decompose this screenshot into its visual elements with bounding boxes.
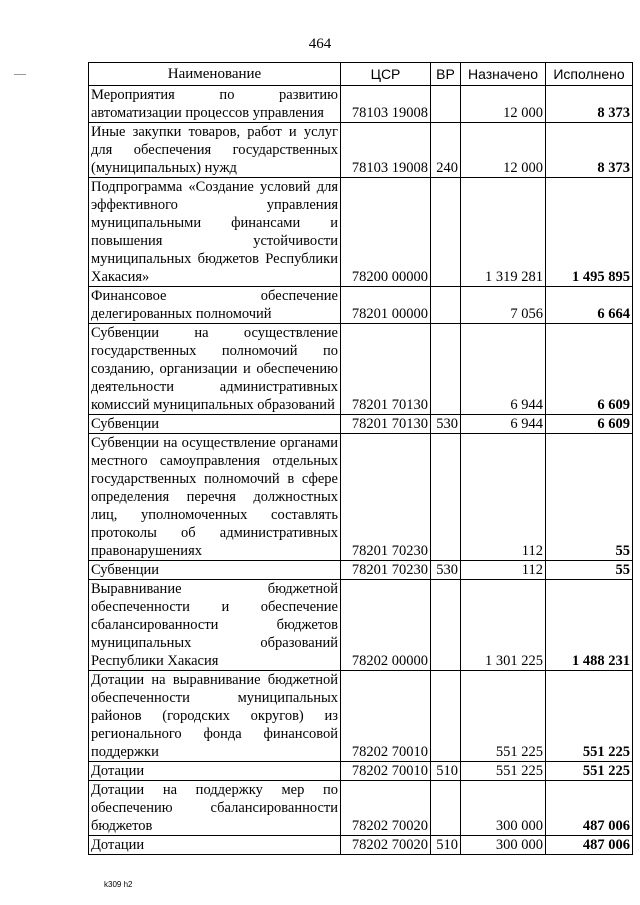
row-assigned: 300 000: [461, 836, 546, 855]
table-row: [89, 287, 633, 324]
row-name: Дотации на поддержку мер по обеспечению сбалансированности бюджетов: [89, 781, 341, 836]
table-row: [89, 324, 633, 415]
row-name: Субвенции: [89, 561, 341, 580]
row-vr: 240: [431, 123, 461, 178]
row-csr: 78202 70010: [341, 762, 431, 781]
row-vr: [431, 434, 461, 561]
row-name: Иные закупки товаров, работ и услуг для обеспечения государственных (муниципальных) нужд: [89, 123, 341, 178]
table-row: [89, 762, 633, 781]
header-name: Наименование: [89, 63, 341, 86]
row-name: Субвенции на осуществление органами местного самоуправления отдельных государственных полномочий в сфере определения перечня должностных лиц, уполномоченных составлять протоколы об административных правонарушениях: [89, 434, 341, 561]
row-name: Субвенции: [89, 415, 341, 434]
row-assigned: 1 319 281: [461, 178, 546, 287]
row-executed: 6 609: [546, 415, 633, 434]
row-csr: 78201 70130: [341, 324, 431, 415]
table-row: [89, 123, 633, 178]
table-row: [89, 671, 633, 762]
row-vr: [431, 580, 461, 671]
header-executed: Исполнено: [546, 63, 633, 86]
row-csr: 78103 19008: [341, 86, 431, 123]
row-vr: 510: [431, 836, 461, 855]
row-csr: 78202 70020: [341, 781, 431, 836]
row-vr: 530: [431, 415, 461, 434]
row-executed: 55: [546, 434, 633, 561]
row-assigned: 112: [461, 561, 546, 580]
table-row: [89, 178, 633, 287]
row-vr: 510: [431, 762, 461, 781]
row-name: Подпрограмма «Создание условий для эффективного управления муниципальными финансами и повышения устойчивости муниципальных бюджетов Республики Хакасия»: [89, 178, 341, 287]
row-executed: 6 664: [546, 287, 633, 324]
row-assigned: 6 944: [461, 415, 546, 434]
row-name: Мероприятия по развитию автоматизации процессов управления: [89, 86, 341, 123]
footer-code: k309 h2: [104, 880, 133, 889]
row-executed: 6 609: [546, 324, 633, 415]
row-csr: 78200 00000: [341, 178, 431, 287]
row-executed: 8 373: [546, 86, 633, 123]
table-row: [89, 580, 633, 671]
row-executed: 487 006: [546, 781, 633, 836]
row-vr: [431, 781, 461, 836]
row-name: Дотации на выравнивание бюджетной обеспеченности муниципальных районов (городских округов) из регионального фонда финансовой поддержки: [89, 671, 341, 762]
row-assigned: 12 000: [461, 123, 546, 178]
budget-table-container: [88, 62, 632, 855]
row-assigned: 551 225: [461, 762, 546, 781]
table-row: [89, 86, 633, 123]
table-header-row: [89, 63, 633, 86]
row-csr: 78201 70230: [341, 561, 431, 580]
row-executed: 55: [546, 561, 633, 580]
row-executed: 487 006: [546, 836, 633, 855]
row-assigned: 300 000: [461, 781, 546, 836]
row-csr: 78201 70230: [341, 434, 431, 561]
page-number: 464: [308, 36, 332, 52]
header-csr: ЦСР: [341, 63, 431, 86]
row-vr: [431, 324, 461, 415]
row-csr: 78201 70130: [341, 415, 431, 434]
table-row: [89, 836, 633, 855]
table-row: [89, 415, 633, 434]
row-name: Финансовое обеспечение делегированных полномочий: [89, 287, 341, 324]
row-csr: 78201 00000: [341, 287, 431, 324]
header-vr: ВР: [431, 63, 461, 86]
row-csr: 78202 70010: [341, 671, 431, 762]
row-name: Выравнивание бюджетной обеспеченности и обеспечение сбалансированности бюджетов муниципальных образований Республики Хакасия: [89, 580, 341, 671]
row-executed: 551 225: [546, 671, 633, 762]
row-csr: 78202 70020: [341, 836, 431, 855]
row-executed: 1 488 231: [546, 580, 633, 671]
table-row: [89, 561, 633, 580]
row-vr: [431, 671, 461, 762]
row-assigned: 112: [461, 434, 546, 561]
row-vr: 530: [431, 561, 461, 580]
row-csr: 78103 19008: [341, 123, 431, 178]
row-vr: [431, 287, 461, 324]
row-executed: 1 495 895: [546, 178, 633, 287]
margin-mark: [14, 74, 26, 75]
row-assigned: 1 301 225: [461, 580, 546, 671]
row-name: Дотации: [89, 762, 341, 781]
row-vr: [431, 178, 461, 287]
table-row: [89, 434, 633, 561]
budget-table: [88, 62, 633, 855]
row-assigned: 12 000: [461, 86, 546, 123]
row-assigned: 551 225: [461, 671, 546, 762]
row-executed: 8 373: [546, 123, 633, 178]
row-executed: 551 225: [546, 762, 633, 781]
row-name: Субвенции на осуществление государственных полномочий по созданию, организации и обеспечению деятельности административных комиссий муниципальных образований: [89, 324, 341, 415]
header-assigned: Назначено: [461, 63, 546, 86]
table-row: [89, 781, 633, 836]
row-name: Дотации: [89, 836, 341, 855]
row-vr: [431, 86, 461, 123]
row-assigned: 6 944: [461, 324, 546, 415]
row-csr: 78202 00000: [341, 580, 431, 671]
row-assigned: 7 056: [461, 287, 546, 324]
